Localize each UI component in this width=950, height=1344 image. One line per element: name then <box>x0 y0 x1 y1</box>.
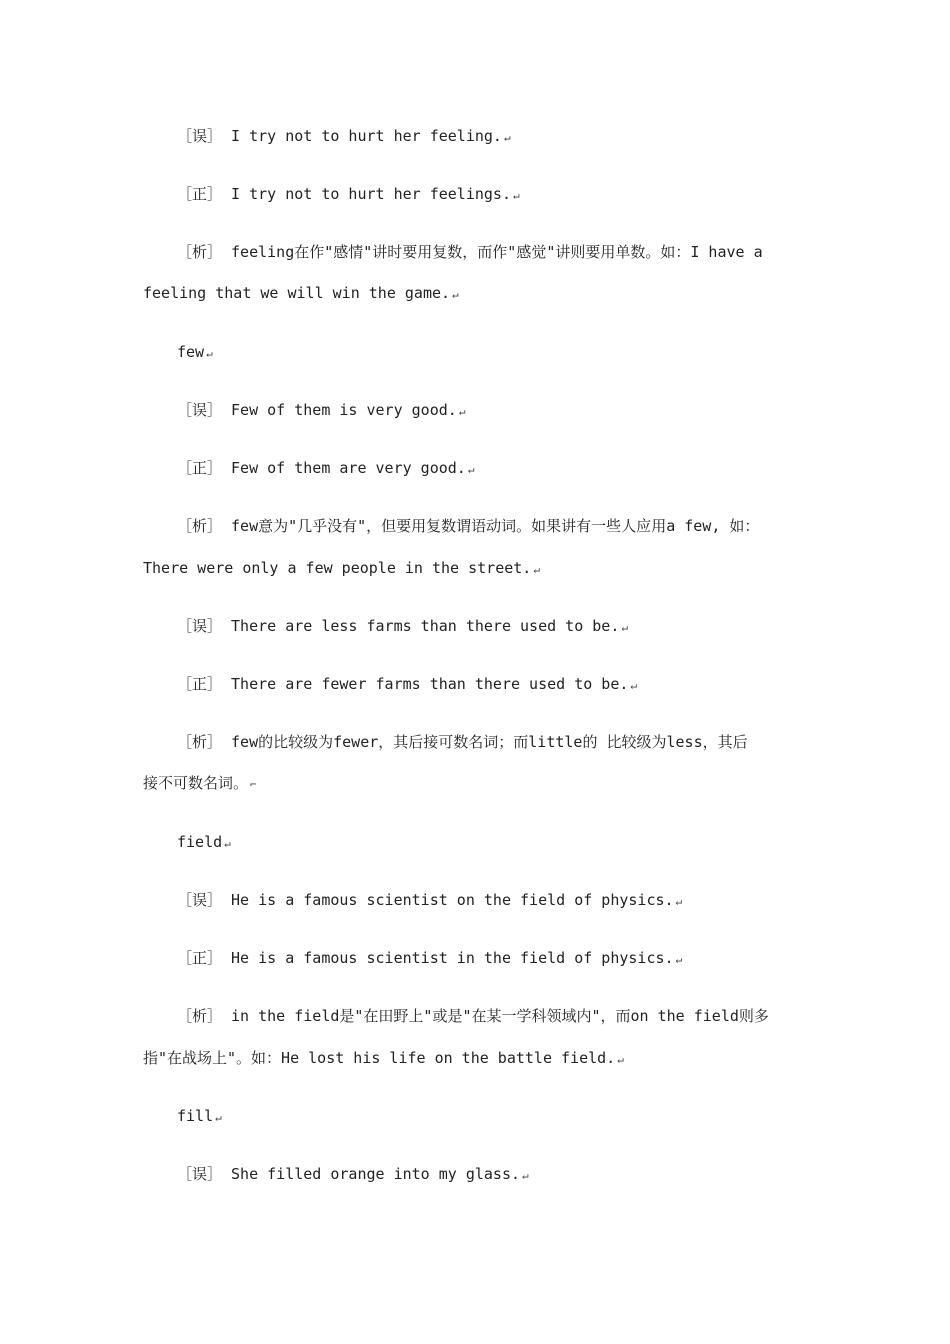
entry-heading: field ↵ <box>143 822 842 864</box>
paragraph-mark-icon: ↵ <box>503 131 511 144</box>
text-line: feeling that we will win the game. ↵ <box>143 273 808 315</box>
text-line: ［正］ I try not to hurt her feelings. ↵ <box>143 174 842 216</box>
text-line: ［析］ few的比较级为fewer，其后接可数名词；而little的 比较级为less，其后 <box>177 733 748 751</box>
text-line: ［析］ feeling在作"感情"讲时要用复数，而作"感觉"讲则要用单数。如：I have a <box>177 243 763 261</box>
paragraph-mark-icon: ↵ <box>215 1111 222 1124</box>
text-line: There were only a few people in the street. ↵ <box>143 548 808 590</box>
text-line: 接不可数名词。 ⌐ <box>143 763 808 805</box>
text-line: ［正］ He is a famous scientist in the field of physics. ↵ <box>143 938 842 980</box>
paragraph-mark-icon: ↵ <box>452 288 459 301</box>
paragraph-mark-icon: ↵ <box>617 1053 624 1066</box>
text-line: 指"在战场上"。如：He lost his life on the battle field. ↵ <box>143 1038 808 1080</box>
text-line: ［析］ in the field是"在田野上"或是"在某一学科领域内"，而on the field则多 <box>177 1007 769 1025</box>
paragraph-mark-icon: ↵ <box>522 1169 529 1182</box>
text-line: ［正］ There are fewer farms than there used to be. ↵ <box>143 664 842 706</box>
paragraph-mark-icon: ↵ <box>513 189 520 202</box>
section-mark-icon: ⌐ <box>250 778 257 791</box>
paragraph-mark-icon: ↵ <box>621 621 628 634</box>
paragraph-mark-icon: ↵ <box>458 405 466 418</box>
paragraph-mark-icon: ↵ <box>533 563 540 576</box>
paragraph-mark-icon: ↵ <box>675 895 683 908</box>
entry-heading: fill ↵ <box>143 1096 842 1138</box>
text-line: ［误］ There are less farms than there used to be. ↵ <box>143 606 842 648</box>
entry-heading: few ↵ <box>143 332 842 374</box>
text-line: ［误］ Few of them is very good. ↵ <box>143 390 842 432</box>
text-line: ［析］ few意为"几乎没有"，但要用复数谓语动词。如果讲有一些人应用a few, 如： <box>177 517 760 535</box>
paragraph-mark-icon: ↵ <box>206 347 213 360</box>
text-line: ［正］ Few of them are very good. ↵ <box>143 448 842 490</box>
paragraph-mark-icon: ↵ <box>467 463 475 476</box>
text-line: ［误］ He is a famous scientist on the field of physics. ↵ <box>143 880 842 922</box>
paragraph-mark-icon: ↵ <box>675 953 683 966</box>
paragraph-mark-icon: ↵ <box>630 679 638 692</box>
text-line: ［误］ I try not to hurt her feeling. ↵ <box>143 116 842 158</box>
text-line: ［误］ She filled orange into my glass. ↵ <box>143 1154 842 1196</box>
paragraph-mark-icon: ↵ <box>224 837 231 850</box>
